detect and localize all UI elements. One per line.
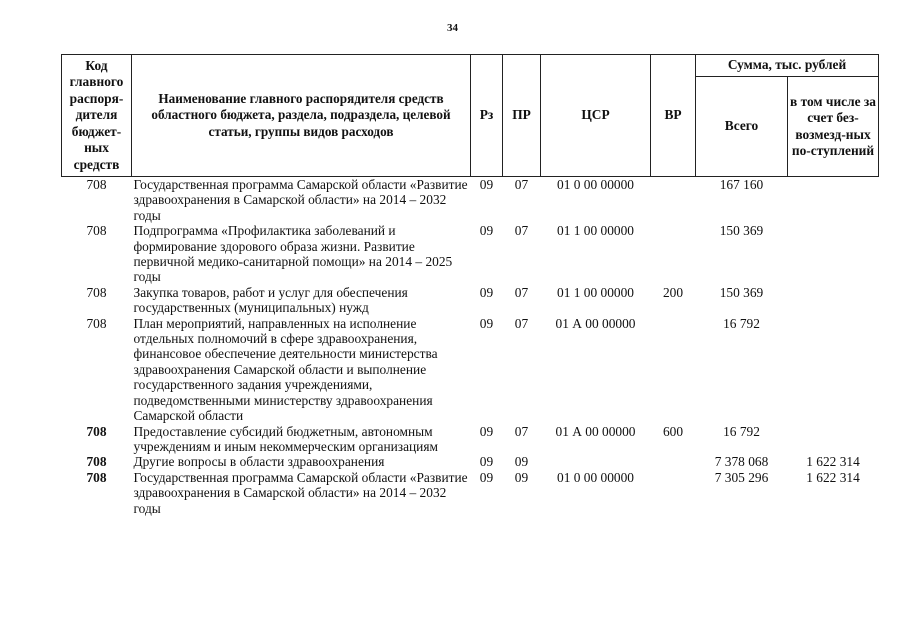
cell-rz: 09 [479, 469, 494, 485]
cell-vr [651, 316, 696, 424]
cell-vr [651, 454, 696, 469]
cell-pr: 07 [514, 223, 529, 239]
cell-code: 708 [86, 177, 107, 192]
header-vr: ВР [651, 55, 696, 177]
cell-total: 150 369 [719, 223, 764, 239]
header-total: Всего [696, 77, 788, 177]
cell-rz: 09 [479, 223, 494, 239]
table-row [62, 223, 879, 285]
table-row [62, 454, 879, 469]
cell-including [788, 223, 879, 285]
cell-name: Государственная программа Самарской области «Развитие здравоохранения в Самарской области» на 2014 – 2032 годы [133, 469, 468, 516]
table-row [62, 470, 879, 516]
cell-rz: 09 [479, 454, 494, 470]
cell-name: Государственная программа Самарской области «Развитие здравоохранения в Самарской области» на 2014 – 2032 годы [133, 177, 468, 223]
cell-code: 708 [86, 223, 107, 239]
cell-vr [651, 470, 696, 516]
cell-including: 1 622 314 [806, 469, 860, 485]
cell-pr: 07 [514, 177, 529, 192]
cell-including [788, 424, 879, 455]
cell-including: 1 622 314 [806, 454, 860, 470]
header-including: в том числе за счет без-возмезд-ных по-ступлений [788, 77, 879, 177]
cell-rz: 09 [479, 315, 494, 331]
cell-vr: 200 [662, 284, 684, 300]
cell-csr: 01 1 00 00000 [557, 223, 634, 239]
cell-csr [541, 454, 651, 469]
cell-name: Подпрограмма «Профилактика заболеваний и формирование здорового образа жизни. Развитие первичной медико-санитарной помощи» на 2014 – 2025 годы [133, 223, 453, 285]
cell-vr [651, 223, 696, 285]
header-code: Код главного распоря-дителя бюджет-ных средств [62, 55, 132, 177]
cell-rz: 09 [479, 177, 494, 192]
cell-name: Другие вопросы в области здравоохранения [133, 454, 385, 470]
cell-code: 708 [86, 284, 107, 300]
cell-csr: 01 А 00 00000 [555, 315, 636, 331]
cell-total: 7 305 296 [714, 469, 769, 485]
header-csr: ЦСР [541, 55, 651, 177]
cell-rz: 09 [479, 284, 494, 300]
header-rz: Рз [471, 55, 503, 177]
cell-csr: 01 0 00 00000 [557, 177, 634, 192]
cell-including [788, 285, 879, 316]
cell-total: 150 369 [719, 284, 764, 300]
header-name: Наименование главного распорядителя средств областного бюджета, раздела, подраздела, целевой статьи, группы видов расходов [132, 55, 471, 177]
cell-pr: 07 [514, 284, 529, 300]
cell-vr [651, 177, 696, 224]
cell-rz: 09 [479, 423, 494, 439]
header-pr: ПР [503, 55, 541, 177]
cell-code: 708 [86, 469, 107, 485]
cell-total: 16 792 [723, 423, 760, 439]
page-number: 34 [447, 22, 458, 34]
cell-pr: 09 [514, 469, 529, 485]
cell-code: 708 [86, 454, 107, 470]
table-row [62, 424, 879, 455]
cell-including [788, 177, 879, 224]
cell-pr: 09 [514, 454, 529, 470]
cell-total: 167 160 [719, 177, 764, 192]
cell-pr: 07 [514, 423, 529, 439]
table-row [62, 316, 879, 424]
table-row [62, 177, 879, 224]
cell-code: 708 [86, 315, 107, 331]
cell-csr: 01 0 00 00000 [557, 469, 634, 485]
table-body [62, 177, 879, 516]
cell-csr: 01 А 00 00000 [555, 423, 636, 439]
cell-name: Закупка товаров, работ и услуг для обеспечения государственных (муниципальных) нужд [133, 284, 408, 316]
cell-vr: 600 [662, 423, 684, 439]
cell-code: 708 [86, 423, 107, 439]
budget-table [61, 54, 879, 516]
cell-including [788, 316, 879, 424]
cell-total: 16 792 [723, 315, 760, 331]
cell-total: 7 378 068 [714, 454, 769, 470]
header-sum-group: Сумма, тыс. рублей [696, 55, 879, 77]
cell-name: Предоставление субсидий бюджетным, автономным учреждениям и иным некоммерческим организациям [133, 423, 438, 454]
cell-pr: 07 [514, 315, 529, 331]
cell-name: План мероприятий, направленных на исполнение отдельных полномочий в сфере здравоохранения, финансовое обеспечение деятельности министерства здравоохранения Самарской области и выполнение государственного задания учреждениями, подведомственными министерству здравоохранения Самарской области [133, 315, 438, 424]
table-row [62, 285, 879, 316]
cell-csr: 01 1 00 00000 [557, 284, 634, 300]
table-header [62, 55, 879, 177]
